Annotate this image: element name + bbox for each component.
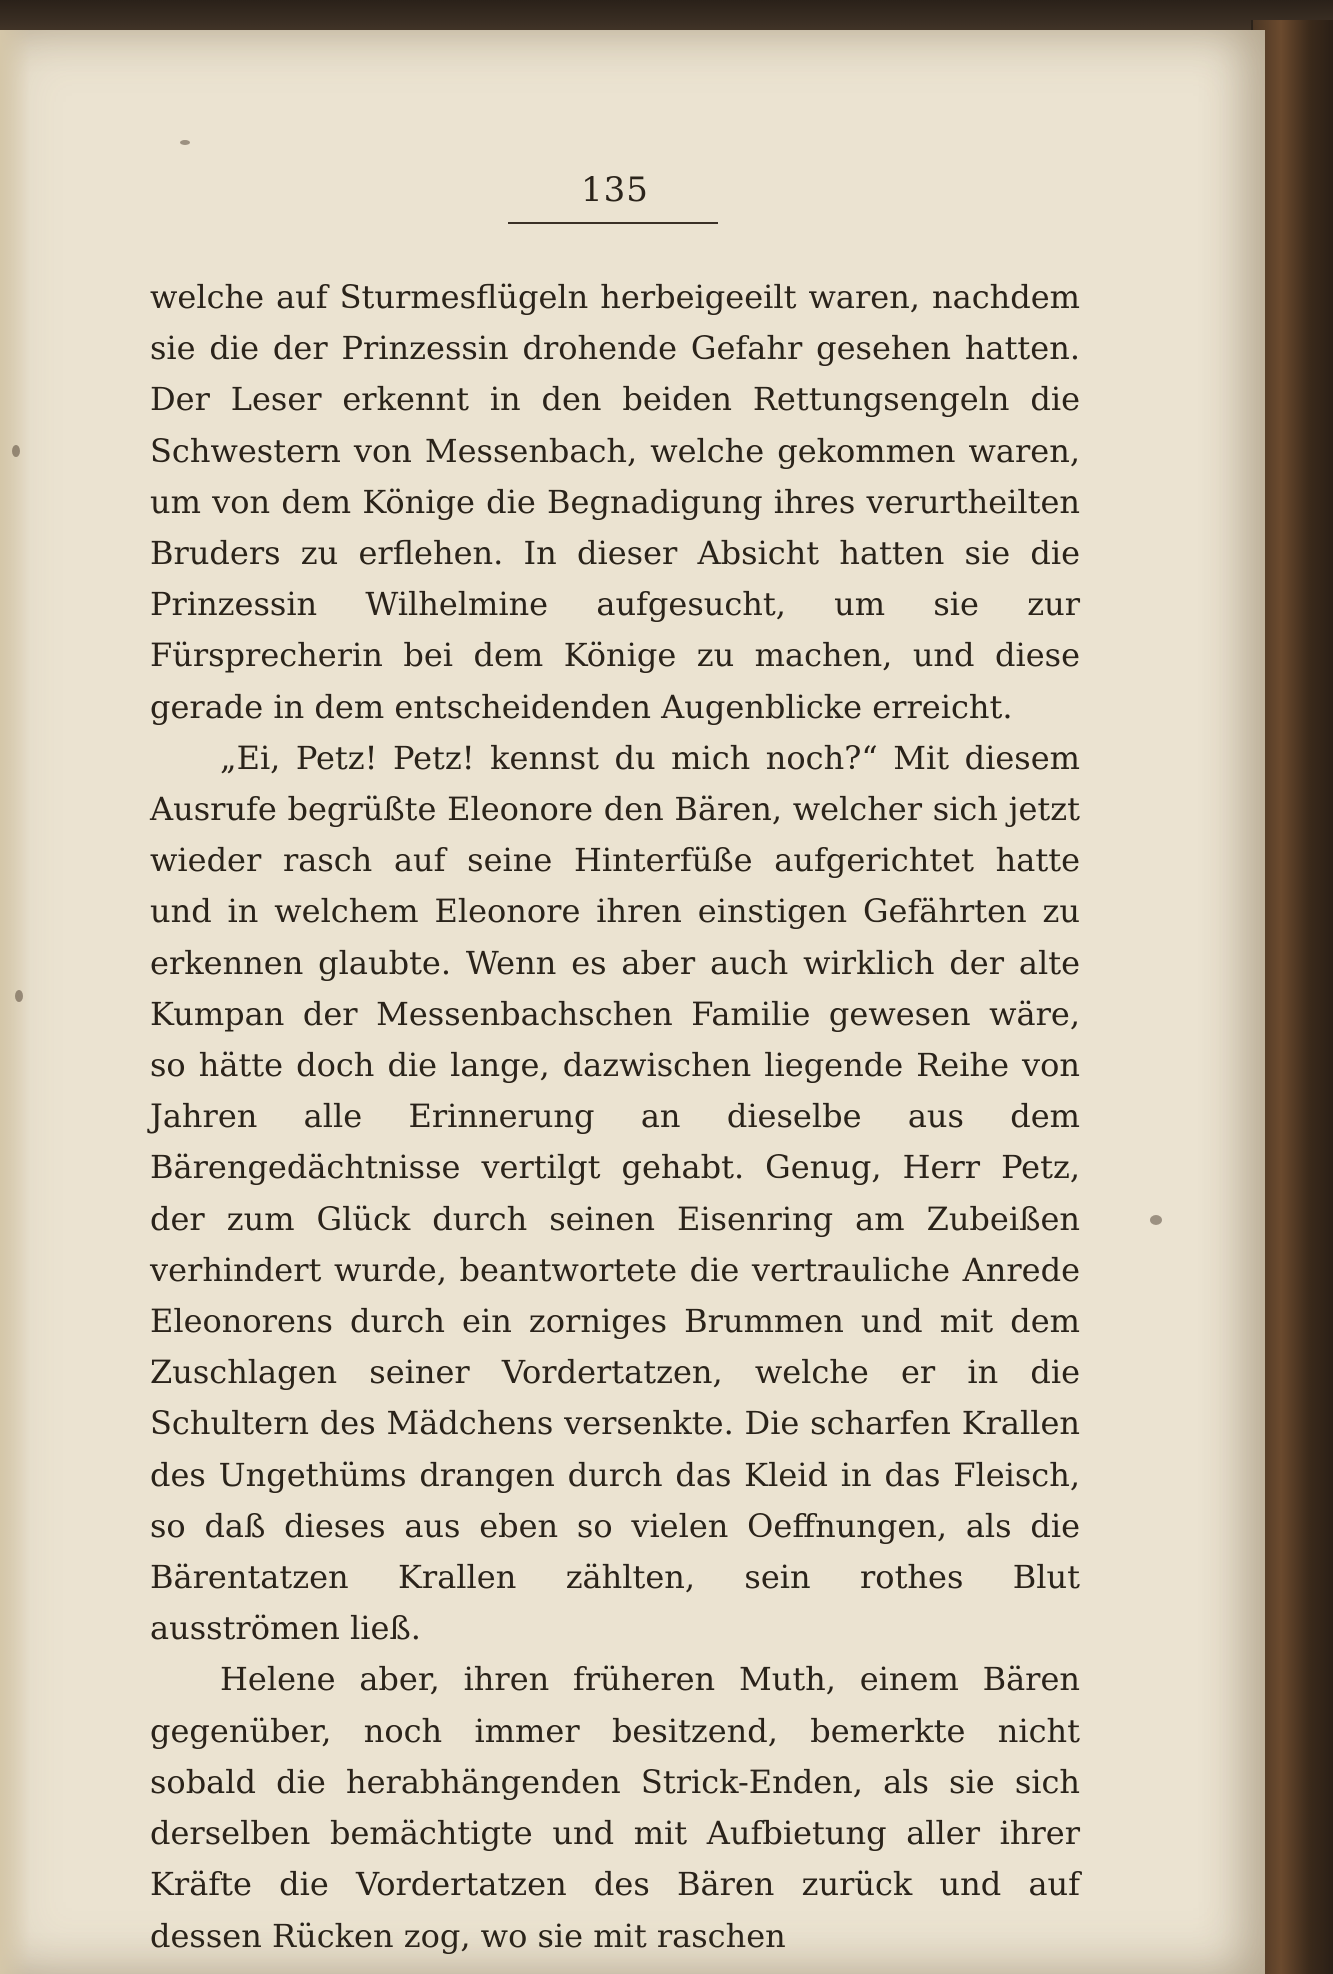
paper-speck: [12, 445, 20, 457]
paper-speck: [15, 990, 23, 1002]
paragraph-1: welche auf Sturmesflügeln herbeigeeilt waren, nachdem sie die der Prinzessin drohende Gefahr gesehen hatten. Der Leser erkennt in den beiden Rettungsengeln die Schwestern von Messenbach, welche gekommen waren, um von dem Könige die Begnadigung ihres verurtheilten Bruders zu erflehen. In dieser Absicht hatten sie die Prinzessin Wilhelmine aufgesucht, um sie zur Fürsprecherin bei dem Könige zu machen, und diese gerade in dem entscheidenden Augenblicke erreicht.: [150, 278, 1080, 726]
body-text: [150, 272, 1080, 1962]
paper-speck: [1150, 1215, 1162, 1225]
page-number: 135: [581, 170, 649, 210]
paper-speck: [180, 140, 190, 145]
paragraph-2: „Ei, Petz! Petz! kennst du mich noch?“ Mit diesem Ausrufe begrüßte Eleonore den Bären, welcher sich jetzt wieder rasch auf seine Hinterfüße aufgerichtet hatte und in welchem Eleonore ihren einstigen Gefährten zu erkennen glaubte. Wenn es aber auch wirklich der alte Kumpan der Messenbachschen Familie gewesen wäre, so hätte doch die lange, dazwischen liegende Reihe von Jahren alle Erinnerung an dieselbe aus dem Bärengedächtnisse vertilgt gehabt. Genug, Herr Petz, der zum Glück durch seinen Eisenring am Zubeißen verhindert wurde, beantwortete die vertrauliche Anrede Eleonorens durch ein zorniges Brummen und mit dem Zuschlagen seiner Vordertatzen, welche er in die Schultern des Mädchens versenkte. Die scharfen Krallen des Ungethüms drangen durch das Kleid in das Fleisch, so daß dieses aus eben so vielen Oeffnungen, als die Bärentatzen Krallen zählten, sein rothes Blut ausströmen ließ.: [150, 738, 1080, 1648]
header-rule: [508, 222, 718, 224]
paragraph-3: Helene aber, ihren früheren Muth, einem Bären gegenüber, noch immer besitzend, bemerkte nicht sobald die herabhängenden Strick-Enden, als sie sich derselben bemächtigte und mit Aufbietung aller ihrer Kräfte die Vordertatzen des Bären zurück und auf dessen Rücken zog, wo sie mit raschen: [150, 1660, 1080, 1955]
page-gutter-shadow: [0, 30, 30, 1974]
